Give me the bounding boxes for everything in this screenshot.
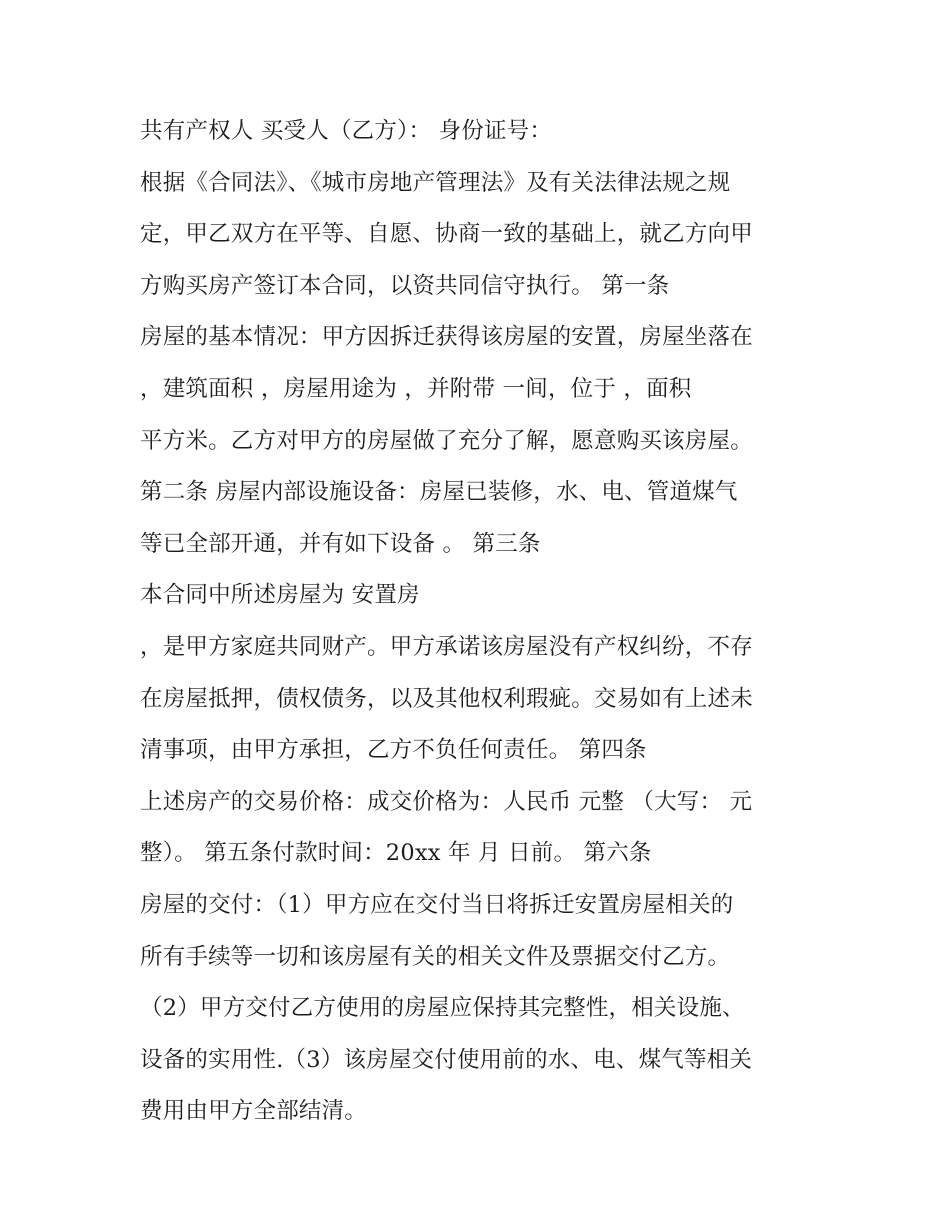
text-line: （2）甲方交付乙方使用的房屋应保持其完整性，相关设施、: [140, 995, 745, 1022]
text-line: 房屋的基本情况：甲方因拆迁获得该房屋的安置，房屋坐落在: [140, 324, 753, 351]
text-line: 平方米。乙方对甲方的房屋做了充分了解，愿意购买该房屋。: [140, 427, 753, 454]
text-line: 定，甲乙双方在平等、自愿、协商一致的基础上，就乙方向甲: [140, 221, 753, 248]
text-line: ，建筑面积 ，房屋用途为 ，并附带 一间，位于 ，面积: [140, 375, 692, 402]
text-line: 共有产权人 买受人（乙方）： 身份证号：: [140, 118, 553, 144]
text-line: ，是甲方家庭共同财产。甲方承诺该房屋没有产权纠纷，不存: [140, 633, 753, 660]
text-line: 上述房产的交易价格：成交价格为：人民币 元整 （大写： 元: [140, 788, 753, 815]
text-line: 等已全部开通，并有如下设备 。 第三条: [140, 530, 541, 557]
text-line: 第二条 房屋内部设施设备：房屋已装修，水、电、管道煤气: [140, 479, 738, 506]
text-line: 设备的实用性.（3）该房屋交付使用前的水、电、煤气等相关: [140, 1046, 753, 1073]
text-line: 根据《合同法》、《城市房地产管理法》及有关法律法规之规: [140, 169, 731, 196]
text-line: 在房屋抵押，债权债务，以及其他权利瑕疵。交易如有上述未: [140, 685, 753, 712]
text-line: 本合同中所述房屋为 安置房: [140, 582, 420, 609]
text-line: 方购买房产签订本合同，以资共同信守执行。 第一条: [140, 272, 670, 299]
text-line: 房屋的交付：（1）甲方应在交付当日将拆迁安置房屋相关的: [140, 891, 734, 918]
text-line: 费用由甲方全部结清。: [140, 1098, 368, 1125]
document-body: [140, 111, 830, 1143]
text-line: 清事项，由甲方承担，乙方不负任何责任。 第四条: [140, 737, 647, 764]
text-line: 整）。 第五条付款时间：20xx 年 月 日前。 第六条: [140, 840, 652, 867]
text-line: 所有手续等一切和该房屋有关的相关文件及票据交付乙方。: [140, 943, 731, 970]
